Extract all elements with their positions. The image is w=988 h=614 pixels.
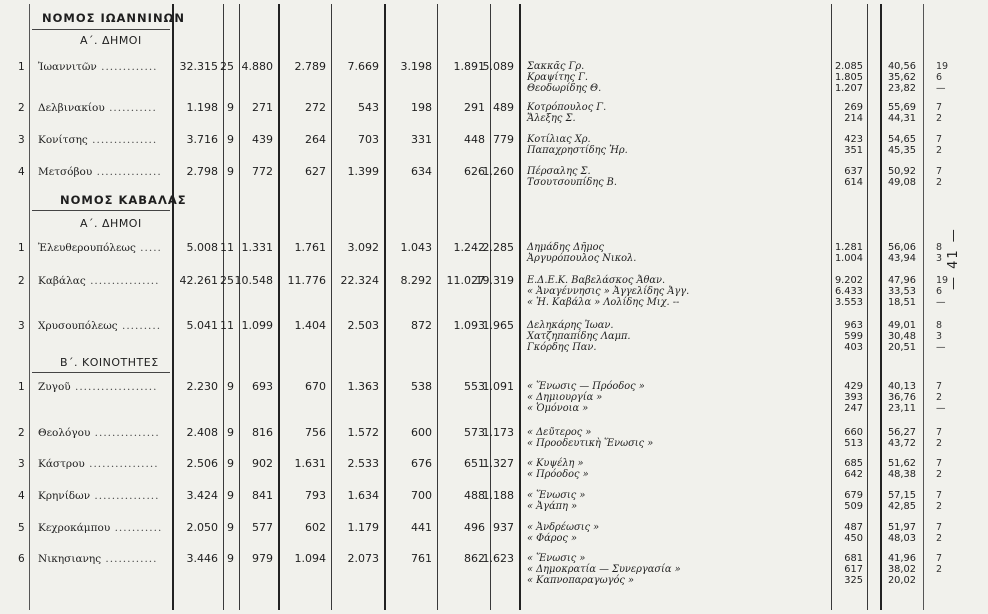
municipality-name: Κεχροκάμπου ........... — [38, 522, 163, 534]
candidate-name: « Καπνοπαραγωγός » — [527, 575, 634, 586]
candidate-votes: 9.202 — [834, 275, 863, 286]
column-rule — [437, 4, 438, 610]
stat-cell: 2.798 — [186, 165, 218, 178]
seat-count: 2 — [936, 438, 943, 449]
leader-dots: ......... — [117, 320, 162, 332]
stat-cell: 2.503 — [347, 319, 379, 332]
candidate-name: « Προοδευτικὴ Ἕνωσις » — [527, 438, 654, 449]
stat-cell: 272 — [305, 101, 326, 114]
stat-cell: 9 — [227, 489, 234, 502]
section-title: ΝΟΜΟΣ ΚΑΒΑΛΑΣ — [60, 193, 187, 207]
column-rule — [278, 4, 280, 610]
seat-count: 6 — [936, 286, 943, 297]
stat-cell: 1.891 — [453, 60, 485, 73]
stat-cell: 42.261 — [179, 274, 218, 287]
column-rule — [867, 4, 868, 610]
candidate-percent: 45,35 — [887, 145, 916, 156]
stat-cell: 2.408 — [186, 426, 218, 439]
candidate-votes: 1.805 — [834, 72, 863, 83]
candidate-percent: 50,92 — [887, 166, 916, 177]
row-index: 2 — [18, 275, 25, 287]
candidate-percent: 48,38 — [887, 469, 916, 480]
stat-cell: 756 — [305, 426, 326, 439]
stat-cell: 264 — [305, 133, 326, 146]
candidate-percent: 42,85 — [887, 501, 916, 512]
seat-count: — — [936, 83, 946, 94]
candidate-votes: 3.553 — [834, 297, 863, 308]
stat-cell: 700 — [411, 489, 432, 502]
seat-count: 7 — [936, 427, 943, 438]
candidate-name: « Ἀγάπη » — [527, 501, 578, 512]
row-index: 3 — [18, 134, 25, 146]
candidate-name: « Δημιουργία » — [527, 392, 603, 403]
municipality-name: Ἰωαννιτῶν ............. — [38, 61, 158, 73]
candidate-name: « Ἀνδρέωσις » — [527, 522, 600, 533]
stat-cell: 862 — [464, 552, 485, 565]
candidate-percent: 49,08 — [887, 177, 916, 188]
stat-cell: 1.327 — [482, 457, 514, 470]
seat-count: 7 — [936, 490, 943, 501]
stat-cell: 11 — [220, 241, 234, 254]
row-index: 4 — [18, 166, 25, 178]
seat-count: 2 — [936, 469, 943, 480]
stat-cell: 1.761 — [294, 241, 326, 254]
leader-dots: ............ — [101, 553, 158, 565]
stat-cell: 3.198 — [400, 60, 432, 73]
candidate-name: Πέρσαλης Σ. — [527, 166, 591, 177]
seat-count: 2 — [936, 113, 943, 124]
municipality-name: Θεολόγου ............... — [38, 427, 160, 439]
municipality-name: Κάστρου ................ — [38, 458, 159, 470]
stat-cell: 2.506 — [186, 457, 218, 470]
column-rule — [223, 4, 224, 610]
stat-cell: 1.043 — [400, 241, 432, 254]
column-rule — [519, 4, 521, 610]
stat-cell: 1.094 — [294, 552, 326, 565]
candidate-votes: 325 — [844, 575, 863, 586]
candidate-votes: 1.004 — [834, 253, 863, 264]
candidate-name: « Ἀναγέννησις » Ἀγγελίδης Ἀγγ. — [527, 286, 690, 297]
municipality-name: Ἐλευθερουπόλεως ..... — [38, 242, 162, 254]
municipality-name: Καβάλας ................ — [38, 275, 160, 287]
stat-cell: 2.533 — [347, 457, 379, 470]
candidate-votes: 393 — [844, 392, 863, 403]
stat-cell: 872 — [411, 319, 432, 332]
candidate-percent: 20,51 — [887, 342, 916, 353]
stat-cell: 5.008 — [186, 241, 218, 254]
stat-cell: 651 — [464, 457, 485, 470]
stat-cell: 2.789 — [294, 60, 326, 73]
candidate-votes: 423 — [844, 134, 863, 145]
stat-cell: 602 — [305, 521, 326, 534]
stat-cell: 2.050 — [186, 521, 218, 534]
stat-cell: 3.446 — [186, 552, 218, 565]
stat-cell: 1.188 — [482, 489, 514, 502]
candidate-name: Κοτρόπουλος Γ. — [527, 102, 607, 113]
stat-cell: 11.027 — [446, 274, 485, 287]
candidate-votes: 429 — [844, 381, 863, 392]
candidate-votes: 513 — [844, 438, 863, 449]
column-rule — [331, 4, 332, 610]
candidate-votes: 963 — [844, 320, 863, 331]
stat-cell: 573 — [464, 426, 485, 439]
seat-count: 2 — [936, 392, 943, 403]
stat-cell: 1.179 — [347, 521, 379, 534]
candidate-percent: 23,11 — [887, 403, 916, 414]
candidate-votes: 450 — [844, 533, 863, 544]
section-rule — [32, 210, 170, 211]
row-index: 1 — [18, 381, 25, 393]
candidate-name: « Δεῦτερος » — [527, 427, 592, 438]
candidate-name: « Ἕνωσις » — [527, 553, 586, 564]
candidate-votes: 679 — [844, 490, 863, 501]
column-rule — [490, 4, 491, 610]
candidate-percent: 48,03 — [887, 533, 916, 544]
row-index: 2 — [18, 427, 25, 439]
municipality-name: Δελβινακίου ........... — [38, 102, 157, 114]
stat-cell: 627 — [305, 165, 326, 178]
seat-count: 2 — [936, 501, 943, 512]
stat-cell: 1.093 — [453, 319, 485, 332]
stat-cell: 1.099 — [241, 319, 273, 332]
row-index: 1 — [18, 242, 25, 254]
section-subtitle: Α΄. ΔΗΜΟΙ — [80, 34, 142, 47]
candidate-percent: 51,62 — [887, 458, 916, 469]
column-rule — [239, 4, 240, 610]
seat-count: — — [936, 342, 946, 353]
stat-cell: 4.880 — [241, 60, 273, 73]
column-rule — [384, 4, 386, 610]
candidate-percent: 43,94 — [887, 253, 916, 264]
stat-cell: 703 — [358, 133, 379, 146]
section-title: ΝΟΜΟΣ ΙΩΑΝΝΙΝΩΝ — [42, 11, 185, 25]
candidate-percent: 44,31 — [887, 113, 916, 124]
candidate-votes: 617 — [844, 564, 863, 575]
municipality-name: Χρυσουπόλεως ......... — [38, 320, 162, 332]
candidate-votes: 681 — [844, 553, 863, 564]
candidate-percent: 20,02 — [887, 575, 916, 586]
stat-cell: 5.041 — [186, 319, 218, 332]
stat-cell: 2.073 — [347, 552, 379, 565]
candidate-name: Ἄλεξης Σ. — [527, 113, 576, 124]
stat-cell: 1.965 — [482, 319, 514, 332]
stat-cell: 25 — [220, 60, 234, 73]
section-rule — [32, 29, 170, 30]
stat-cell: 441 — [411, 521, 432, 534]
stat-cell: 979 — [252, 552, 273, 565]
seat-count: 3 — [936, 253, 943, 264]
candidate-percent: 38,02 — [887, 564, 916, 575]
seat-count: 7 — [936, 166, 943, 177]
candidate-name: « Κυψέλη » — [527, 458, 584, 469]
stat-cell: 439 — [252, 133, 273, 146]
seat-count: 19 — [936, 275, 949, 286]
stat-cell: 1.242 — [453, 241, 485, 254]
stat-cell: 841 — [252, 489, 273, 502]
municipality-name: Νικησιανης ............ — [38, 553, 158, 565]
candidate-name: « Δημοκρατία — Συνεργασία » — [527, 564, 681, 575]
candidate-votes: 1.207 — [834, 83, 863, 94]
stat-cell: 538 — [411, 380, 432, 393]
candidate-name: « Ὁμόνοια » — [527, 403, 589, 414]
candidate-votes: 247 — [844, 403, 863, 414]
stat-cell: 2.230 — [186, 380, 218, 393]
stat-cell: 1.091 — [482, 380, 514, 393]
stat-cell: 937 — [493, 521, 514, 534]
seat-count: 2 — [936, 564, 943, 575]
stat-cell: 676 — [411, 457, 432, 470]
candidate-name: « Ἡ. Καβάλα » Λολίδης Μιχ. -- — [527, 297, 680, 308]
stat-cell: 9 — [227, 165, 234, 178]
candidate-percent: 56,27 — [887, 427, 916, 438]
stat-cell: 25 — [220, 274, 234, 287]
stat-cell: 11.776 — [287, 274, 326, 287]
stat-cell: 634 — [411, 165, 432, 178]
candidate-percent: 40,56 — [887, 61, 916, 72]
candidate-percent: 23,82 — [887, 83, 916, 94]
candidate-percent: 35,62 — [887, 72, 916, 83]
candidate-percent: 51,97 — [887, 522, 916, 533]
candidate-votes: 642 — [844, 469, 863, 480]
seat-count: 3 — [936, 331, 943, 342]
stat-cell: 670 — [305, 380, 326, 393]
candidate-name: Γκόρδης Παν. — [527, 342, 597, 353]
row-index: 6 — [18, 553, 25, 565]
page-number: — 41 — — [946, 227, 961, 290]
leader-dots: ................... — [70, 381, 158, 393]
stat-cell: 496 — [464, 521, 485, 534]
stat-cell: 22.324 — [340, 274, 379, 287]
seat-count: 2 — [936, 145, 943, 156]
candidate-votes: 214 — [844, 113, 863, 124]
candidate-percent: 18,51 — [887, 297, 916, 308]
stat-cell: 3.424 — [186, 489, 218, 502]
candidate-name: Δημάδης Δῆμος — [527, 242, 604, 253]
stat-cell: 9 — [227, 521, 234, 534]
stat-cell: 488 — [464, 489, 485, 502]
seat-count: 19 — [936, 61, 949, 72]
stat-cell: 1.260 — [482, 165, 514, 178]
seat-count: 7 — [936, 134, 943, 145]
leader-dots: ..... — [135, 242, 162, 254]
stat-cell: 9 — [227, 133, 234, 146]
row-index: 4 — [18, 490, 25, 502]
stat-cell: 553 — [464, 380, 485, 393]
stat-cell: 9 — [227, 426, 234, 439]
stat-cell: 9 — [227, 457, 234, 470]
stat-cell: 761 — [411, 552, 432, 565]
candidate-name: Σακκᾶς Γρ. — [527, 61, 585, 72]
candidate-votes: 509 — [844, 501, 863, 512]
column-rule — [923, 4, 924, 610]
seat-count: 8 — [936, 242, 943, 253]
candidate-percent: 55,69 — [887, 102, 916, 113]
section-subtitle: Β΄. ΚΟΙΝΟΤΗΤΕΣ — [60, 356, 159, 369]
candidate-votes: 599 — [844, 331, 863, 342]
stat-cell: 11 — [220, 319, 234, 332]
column-rule — [29, 4, 30, 610]
seat-count: 7 — [936, 102, 943, 113]
stat-cell: 271 — [252, 101, 273, 114]
stat-cell: 1.331 — [241, 241, 273, 254]
column-rule — [172, 4, 174, 610]
candidate-name: Κραψίτης Γ. — [527, 72, 589, 83]
stat-cell: 1.572 — [347, 426, 379, 439]
seat-count: 7 — [936, 458, 943, 469]
stat-cell: 1.623 — [482, 552, 514, 565]
seat-count: 7 — [936, 522, 943, 533]
leader-dots: ............... — [92, 166, 162, 178]
candidate-name: Χατζηπαπίδης Λαμπ. — [527, 331, 631, 342]
candidate-votes: 1.281 — [834, 242, 863, 253]
candidate-percent: 49,01 — [887, 320, 916, 331]
stat-cell: 7.669 — [347, 60, 379, 73]
stat-cell: 1.399 — [347, 165, 379, 178]
seat-count: 7 — [936, 381, 943, 392]
candidate-percent: 33,53 — [887, 286, 916, 297]
stat-cell: 779 — [493, 133, 514, 146]
leader-dots: ................ — [84, 458, 159, 470]
candidate-votes: 685 — [844, 458, 863, 469]
candidate-votes: 487 — [844, 522, 863, 533]
candidate-votes: 660 — [844, 427, 863, 438]
stat-cell: 291 — [464, 101, 485, 114]
row-index: 3 — [18, 320, 25, 332]
candidate-percent: 56,06 — [887, 242, 916, 253]
stat-cell: 816 — [252, 426, 273, 439]
candidate-percent: 36,76 — [887, 392, 916, 403]
leader-dots: ............... — [87, 134, 158, 146]
leader-dots: ................ — [85, 275, 160, 287]
stat-cell: 2.285 — [482, 241, 514, 254]
stat-cell: 1.363 — [347, 380, 379, 393]
candidate-percent: 57,15 — [887, 490, 916, 501]
stat-cell: 1.634 — [347, 489, 379, 502]
row-index: 2 — [18, 102, 25, 114]
candidate-votes: 403 — [844, 342, 863, 353]
stat-cell: 331 — [411, 133, 432, 146]
stat-cell: 489 — [493, 101, 514, 114]
stat-cell: 3.716 — [186, 133, 218, 146]
stat-cell: 1.173 — [482, 426, 514, 439]
candidate-name: Τσουτσουπίδης Β. — [527, 177, 617, 188]
stat-cell: 1.198 — [186, 101, 218, 114]
municipality-name: Κρηνίδων ............... — [38, 490, 160, 502]
stat-cell: 9 — [227, 101, 234, 114]
stat-cell: 577 — [252, 521, 273, 534]
candidate-percent: 43,72 — [887, 438, 916, 449]
candidate-name: « Ἕνωσις — Πρόοδος » — [527, 381, 645, 392]
stat-cell: 9 — [227, 380, 234, 393]
stat-cell: 793 — [305, 489, 326, 502]
candidate-name: Δεληκάρης Ἰωαν. — [527, 320, 614, 331]
candidate-name: « Φάρος » — [527, 533, 578, 544]
row-index: 1 — [18, 61, 25, 73]
candidate-percent: 41,96 — [887, 553, 916, 564]
candidate-name: Θεοδωρίδης Θ. — [527, 83, 602, 94]
stat-cell: 5.089 — [482, 60, 514, 73]
municipality-name: Μετσόβου ............... — [38, 166, 162, 178]
candidate-name: Ε.Δ.Ε.Κ. Βαβελάσκος Ἀθαν. — [527, 275, 666, 286]
stat-cell: 198 — [411, 101, 432, 114]
municipality-name: Ζυγοῦ ................... — [38, 381, 158, 393]
seat-count: — — [936, 403, 946, 414]
leader-dots: ........... — [110, 522, 163, 534]
candidate-name: Κοτίλιας Χρ. — [527, 134, 591, 145]
seat-count: 8 — [936, 320, 943, 331]
leader-dots: ........... — [104, 102, 157, 114]
candidate-votes: 6.433 — [834, 286, 863, 297]
stat-cell: 1.404 — [294, 319, 326, 332]
stat-cell: 448 — [464, 133, 485, 146]
candidate-name: Ἀργυρόπουλος Νικολ. — [527, 253, 637, 264]
leader-dots: ............. — [96, 61, 158, 73]
row-index: 5 — [18, 522, 25, 534]
stat-cell: 8.292 — [400, 274, 432, 287]
stat-cell: 32.315 — [179, 60, 218, 73]
leader-dots: ............... — [90, 427, 160, 439]
section-subtitle: Α΄. ΔΗΜΟΙ — [80, 217, 142, 230]
stat-cell: 600 — [411, 426, 432, 439]
row-index: 3 — [18, 458, 25, 470]
municipality-name: Κονίτσης ............... — [38, 134, 158, 146]
stat-cell: 626 — [464, 165, 485, 178]
stat-cell: 902 — [252, 457, 273, 470]
stat-cell: 9 — [227, 552, 234, 565]
seat-count: 2 — [936, 177, 943, 188]
seat-count: 6 — [936, 72, 943, 83]
candidate-percent: 54,65 — [887, 134, 916, 145]
stat-cell: 772 — [252, 165, 273, 178]
stat-cell: 693 — [252, 380, 273, 393]
section-rule — [32, 372, 170, 373]
candidate-name: « Πρόοδος » — [527, 469, 589, 480]
stat-cell: 1.631 — [294, 457, 326, 470]
candidate-votes: 269 — [844, 102, 863, 113]
seat-count: 7 — [936, 553, 943, 564]
candidate-votes: 614 — [844, 177, 863, 188]
stat-cell: 543 — [358, 101, 379, 114]
candidate-votes: 2.085 — [834, 61, 863, 72]
stat-cell: 3.092 — [347, 241, 379, 254]
leader-dots: ............... — [90, 490, 160, 502]
candidate-percent: 47,96 — [887, 275, 916, 286]
candidate-votes: 637 — [844, 166, 863, 177]
candidate-name: Παπαχρηστίδης Ἠρ. — [527, 145, 628, 156]
seat-count: 2 — [936, 533, 943, 544]
candidate-percent: 40,13 — [887, 381, 916, 392]
seat-count: — — [936, 297, 946, 308]
candidate-name: « Ἕνωσις » — [527, 490, 586, 501]
stat-cell: 10.548 — [234, 274, 273, 287]
candidate-votes: 351 — [844, 145, 863, 156]
stat-cell: 19.319 — [475, 274, 514, 287]
candidate-percent: 30,48 — [887, 331, 916, 342]
